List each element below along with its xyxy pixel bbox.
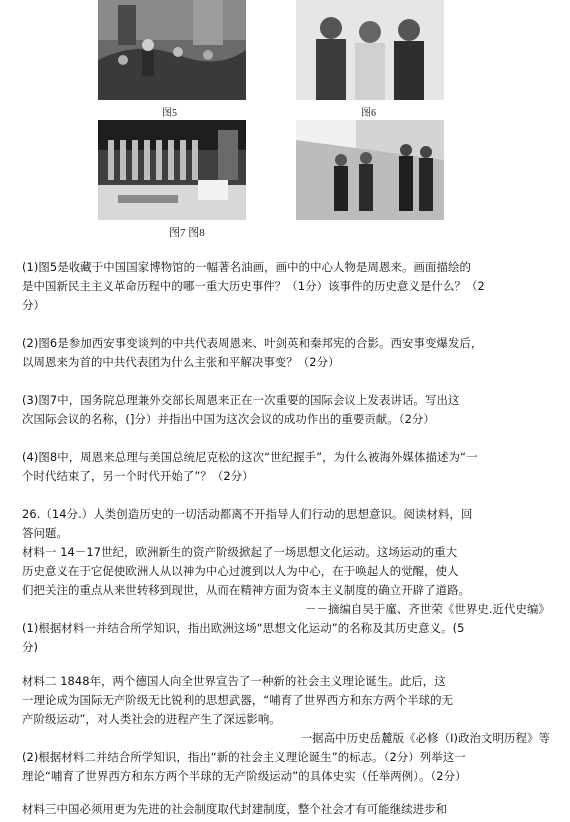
text-line: 材料一 14－17世纪，欧洲新生的资产阶级掀起了一场思想文化运动。这场运动的重大: [22, 545, 458, 559]
figure-6-photo: [296, 0, 444, 100]
text-line: 是中国新民主主义革命历程中的哪一重大历史事件？（1分）该事件的历史意义是什么？（2: [22, 279, 485, 293]
text-line: (1)根据材料一并结合所学知识，指出欧洲这场“思想文化运动”的名称及其历史意义。(5: [22, 621, 465, 635]
text-line: 材料二 1848年，两个德国人向全世界宣告了一种新的社会主义理论诞生。此后，这: [22, 674, 446, 688]
text-line: 分): [22, 640, 39, 654]
figure-7-8-caption: 图7 图8: [169, 227, 205, 239]
question-25-2: [22, 334, 550, 372]
text-line: 一理论成为国际无产阶级无比锐利的思想武器，“哺育了世界西方和东方两个半球的无: [22, 693, 454, 707]
text-line: 次国际会议的名称，(]分）并指出中国为这次会议的成功作出的重要贡献。（2分）: [22, 412, 435, 426]
text-line: 产阶级运动”，对人类社会的进程产生了深远影响。: [22, 712, 281, 726]
text-line: 历史意义在于它促使欧洲人从以神为中心过渡到以人为中心，在于唤起人的觉醒，使人: [22, 564, 459, 578]
figure-6-caption: 图6: [361, 108, 376, 119]
text-line: 分）: [22, 298, 45, 312]
material-1: [22, 543, 550, 619]
material-3: [22, 800, 550, 819]
text-line: (2)图6是参加西安事变谈判的中共代表周恩来、叶剑英和秦邦宪的合影。西安事变爆发后，: [22, 336, 483, 350]
figure-7-photo: [98, 120, 246, 220]
text-line: 答问题。: [22, 526, 68, 540]
question-26-1: [22, 619, 550, 657]
material-2-source: 一据高中历史岳麓版《必修（I)政治文明历程》等: [300, 731, 550, 745]
material-2: [22, 672, 550, 748]
text-line: 们把关注的重点从来世转移到现世，从而在精神方面为资本主义制度的确立开辟了道路。: [22, 583, 471, 597]
text-line: (1)图5是收藏于中国国家博物馆的一幅著名油画，画中的中心人物是周恩来。画面描绘的: [22, 260, 471, 274]
figure-5-caption: 图5: [162, 108, 177, 119]
text-line: (2)根据材料二并结合所学知识，指出“新的社会主义理论诞生”的标志。（2分）列举这一: [22, 750, 466, 764]
figure-8-photo: [296, 120, 444, 220]
text-line: 26.（14分.）人类创造历史的一切活动都离不开指导人们行动的思想意识。阅读材料，回: [22, 507, 473, 521]
question-25-3: [22, 391, 550, 429]
text-line: 材料三中国必须用更为先进的社会制度取代封建制度，整个社会才有可能继续进步和: [22, 802, 448, 816]
text-line: 以周恩来为首的中共代表团为什么主张和平解决事变？（2分）: [22, 355, 340, 369]
question-25-4: [22, 448, 550, 486]
figure-5-photo: [98, 0, 246, 100]
material-1-source: －－摘编自吴于廑、齐世荣《世界史.近代史编》: [304, 602, 550, 616]
text-line: 理论“哺育了世界西方和东方两个半球的无产阶级运动”的具体史实（任举两例）。（2分）: [22, 769, 467, 783]
question-25-1: [22, 258, 550, 315]
question-26-intro: [22, 505, 550, 543]
text-line: (4)图8中，周恩来总理与美国总统尼克松的这次“世纪握手”，为什么被海外媒体描述为“一: [22, 450, 478, 464]
text-line: 个时代结束了，另一个时代开始了”？（2分）: [22, 469, 254, 483]
question-26-2: [22, 748, 550, 786]
text-line: (3)图7中，国务院总理兼外交部长周恩来正在一次重要的国际会议上发表讲话。写出这: [22, 393, 460, 407]
